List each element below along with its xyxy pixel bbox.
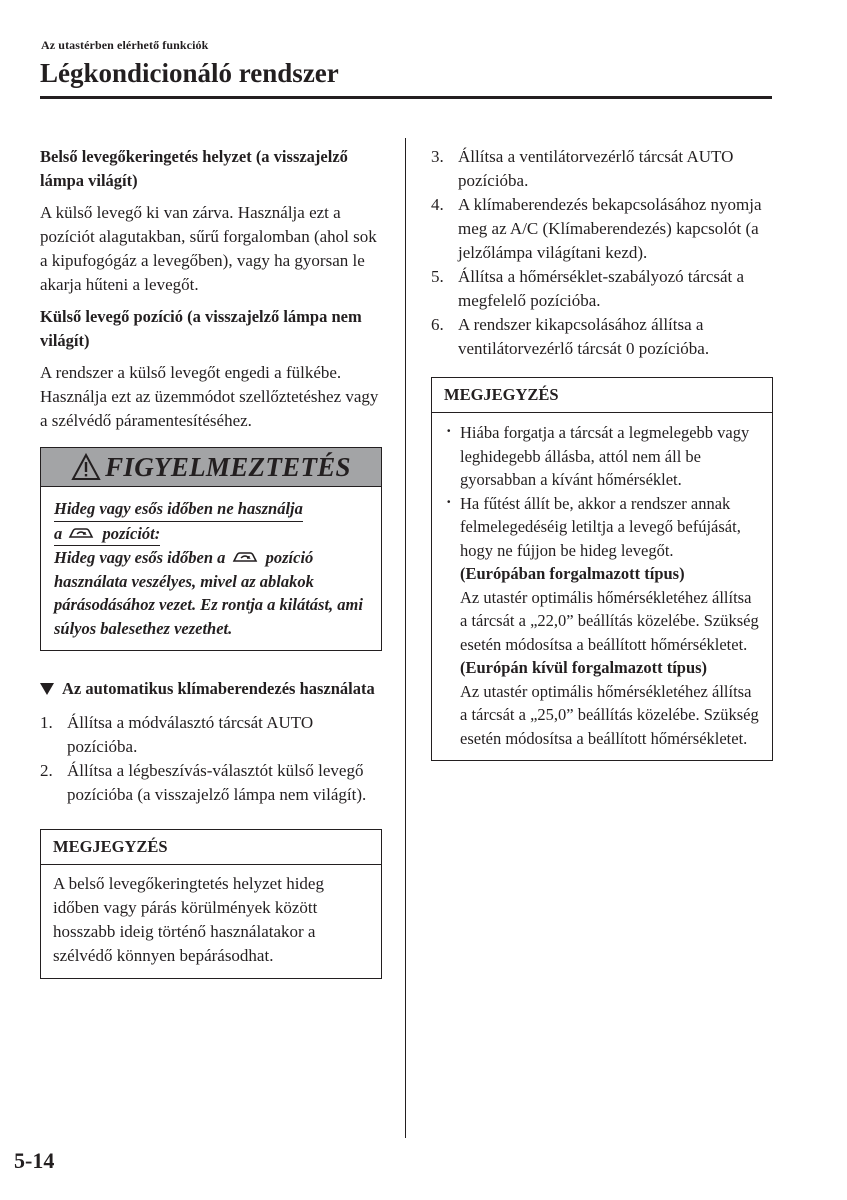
list-item	[431, 193, 773, 265]
warning-line-3-pre: Hideg vagy esős időben a	[54, 548, 226, 567]
warning-triangle-icon	[71, 453, 101, 481]
warning-body	[41, 487, 381, 650]
step-number: 6.	[431, 315, 444, 334]
eu-heading: (Európában forgalmazott típus)	[460, 564, 685, 583]
note-bullet-text: Ha fűtést állít be, akkor a rendszer annak felmelegedéséig letiltja a levegő befújását, hogy ne fújjon be hideg levegőt.	[460, 493, 741, 560]
non-eu-heading: (Európán kívül forgalmazott típus)	[460, 658, 708, 677]
note-title: MEGJEGYZÉS	[432, 378, 772, 413]
step-number: 3.	[431, 147, 444, 166]
section-arrow-icon	[40, 683, 54, 695]
outside-air-heading: Külső levegő pozíció (a visszajelző lámpa nem világít)	[40, 307, 362, 350]
outside-air-text: A rendszer a külső levegőt engedi a fülkébe. Használja ezt az üzemmódot szellőztetéshez vagy a szélvédő páramentesítéséhez.	[40, 363, 379, 430]
warning-header	[41, 448, 381, 487]
warning-line-1: Hideg vagy esős időben ne használja	[54, 497, 303, 522]
recirc-text: A külső levegő ki van zárva. Használja ezt a pozíciót alagutakban, sűrű forgalomban (ahol sok a kipufogógáz a levegőben), vagy ha gyorsan le akarja hűteni a levegőt.	[40, 203, 377, 294]
eu-text: Az utastér optimális hőmérsékletéhez állítsa a tárcsát a „22,0” beállítás közelébe. Szükség esetén módosítsa a beállított hőmérsékletet.	[460, 587, 759, 654]
warning-line-2-post: pozíciót:	[102, 523, 161, 543]
note-bullet	[444, 492, 760, 563]
column-divider	[405, 138, 406, 1138]
header-rule	[40, 96, 772, 99]
warning-line-2	[54, 522, 160, 547]
page-title: Légkondicionáló rendszer	[40, 58, 339, 88]
step-text: Állítsa a ventilátorvezérlő tárcsát AUTO pozícióba.	[458, 147, 734, 190]
step-number: 1.	[40, 713, 53, 732]
note-box-left	[40, 829, 382, 979]
note-box-right	[431, 377, 773, 761]
step-text: Állítsa a módválasztó tárcsát AUTO pozícióba.	[67, 713, 314, 756]
step-number: 4.	[431, 195, 444, 214]
note-content	[432, 413, 772, 760]
bullet-dot: ·	[446, 491, 452, 511]
left-column	[40, 145, 382, 979]
page-number: 5-14	[14, 1148, 55, 1173]
note-text: A belső levegőkeringtetés helyzet hideg időben vagy párás körülmények között hosszabb ideig történő használatakor a szélvédő könnyen bepárásodhat.	[53, 874, 324, 965]
steps-list-right	[431, 145, 773, 361]
note-bullet-text: Hiába forgatja a tárcsát a legmelegebb vagy leghidegebb állásba, attól nem áll be gyorsabban a kívánt hőmérséklet.	[460, 423, 750, 489]
warning-line-2-pre: a	[54, 523, 63, 543]
steps-list-left	[40, 711, 382, 807]
step-text: A rendszer kikapcsolásához állítsa a ventilátorvezérlő tárcsát 0 pozícióba.	[458, 315, 710, 358]
warning-box	[40, 447, 382, 651]
step-text: Állítsa a légbeszívás-választót külső levegő pozícióba (a visszajelző lámpa nem világít).	[67, 761, 367, 804]
right-column	[431, 145, 773, 761]
non-eu-text: Az utastér optimális hőmérsékletéhez állítsa a tárcsát a „25,0” beállítás közelébe. Szükség esetén módosítsa a beállított hőmérsékletet.	[460, 681, 759, 748]
auto-climate-heading	[40, 677, 382, 701]
warning-line-3-post: pozíció használata veszélyes, mivel az ablakok párásodásához vezet. Ez rontja a kilátást, ami súlyos balesethez vezethet.	[54, 548, 363, 638]
step-text: A klímaberendezés bekapcsolásához nyomja meg az A/C (Klímaberendezés) kapcsolót (a jelzőlámpa világítani kezd).	[458, 195, 762, 262]
section-label: Az utastérben elérhető funkciók	[41, 38, 209, 52]
list-item	[431, 145, 773, 193]
step-text: Állítsa a hőmérséklet-szabályozó tárcsát a megfelelő pozícióba.	[458, 267, 745, 310]
list-item	[40, 759, 382, 807]
recirculation-car-icon	[68, 526, 96, 540]
recirculation-car-icon	[232, 550, 260, 564]
note-title: MEGJEGYZÉS	[41, 830, 381, 865]
step-number: 2.	[40, 761, 53, 780]
recirc-heading: Belső levegőkeringetés helyzet (a visszajelző lámpa világít)	[40, 147, 348, 190]
list-item	[431, 313, 773, 361]
note-bullet	[444, 421, 760, 492]
list-item	[40, 711, 382, 759]
bullet-dot: ·	[446, 421, 452, 440]
warning-title: FIGYELMEZTETÉS	[105, 452, 351, 482]
list-item	[431, 265, 773, 313]
auto-climate-heading-text: Az automatikus klímaberendezés használata	[62, 679, 375, 698]
step-number: 5.	[431, 267, 444, 286]
